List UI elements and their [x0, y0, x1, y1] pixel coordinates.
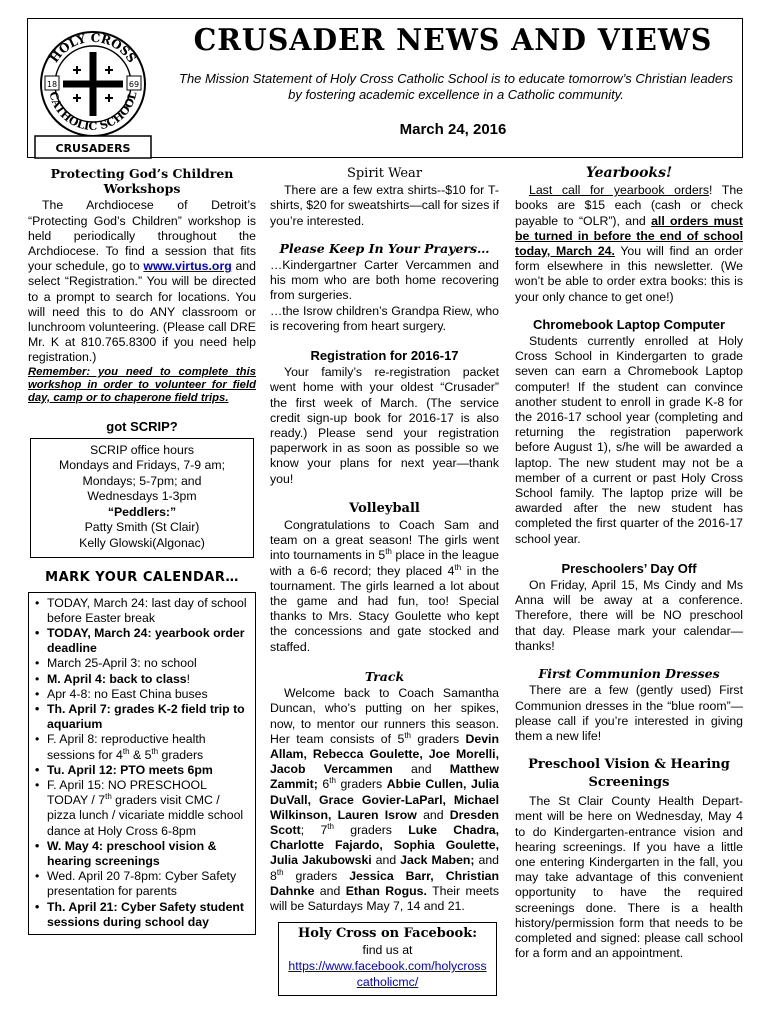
- newsletter-title: CRUSADER NEWS AND VIEWS: [193, 23, 713, 58]
- issue-date: March 24, 2016: [399, 121, 507, 138]
- calendar-item: • Apr 4-8: no East China buses: [35, 687, 249, 702]
- vision-heading: Preschool Vision & Hearing Screenings: [528, 757, 730, 791]
- svg-text:CATHOLIC SCHOOL: CATHOLIC SCHOOL: [46, 90, 140, 134]
- registration-heading: Registration for 2016-17: [310, 348, 459, 364]
- communion-body: There are a few (gently used) First Communion dresses in the “blue room”—please call if you’re interested in giving them a new life!: [515, 683, 743, 743]
- calendar-item: • Th. April 7: grades K-2 field trip to aquarium: [35, 702, 249, 732]
- communion-heading: First Communion Dresses: [538, 666, 720, 682]
- facebook-box: [278, 922, 497, 996]
- virtus-link[interactable]: www.virtus.org: [143, 259, 232, 274]
- school-crest-logo: [33, 24, 163, 164]
- facebook-link[interactable]: https://www.facebook.com/holycross catholicmc/: [288, 959, 487, 990]
- scrip-line: SCRIP office hours: [89, 442, 195, 457]
- scrip-line: Mondays; 5-7pm; and: [82, 473, 202, 488]
- calendar-item: • TODAY, March 24: yearbook order deadline: [35, 626, 249, 656]
- track-heading: Track: [364, 668, 405, 684]
- registration-body: Your family’s re-registration packet went home with your oldest “Crusader” the first week of March. (The service credit sign-up book for 2016-17 is also ready.) Please send your registration paperwork in as soon as possible so we know your plans for next year—thank you!: [270, 365, 499, 486]
- yearbooks-body: Last call for yearbook orders! The books are $15 each (cash or check payable to “OLR”), and all orders must be turned in before the end of school today, March 24. You will find an order form elsewhere in this newsletter. (We won’t be able to order extra books: this is your only chance to get one!): [515, 183, 743, 304]
- calendar-box: [28, 592, 256, 935]
- calendar-item: • Th. April 21: Cyber Safety student sessions during school day: [35, 900, 249, 930]
- mission-statement: The Mission Statement of Holy Cross Catholic School is to educate tomorrow’s Christian leaders by fostering academic excellence in a Catholic community.: [179, 71, 733, 102]
- calendar-item: • M. April 4: back to class!: [35, 672, 249, 687]
- svg-text:CRUSADERS: CRUSADERS: [55, 142, 131, 155]
- chromebook-heading: Chromebook Laptop Computer: [532, 316, 726, 332]
- calendar-item: • Tu. April 12: PTO meets 6pm: [35, 763, 249, 778]
- scrip-peddlers: “Peddlers:”: [107, 504, 177, 519]
- svg-text:18: 18: [46, 80, 58, 89]
- scrip-box: [30, 438, 254, 559]
- preschoolers-body: On Friday, April 15, Ms Cindy and Ms Anna will be away at a conference. Therefore, there will be NO preschool that day. Please mark your calendar—thanks!: [515, 578, 743, 653]
- calendar-item: • Wed. April 20 7-8pm: Cyber Safety presentation for parents: [35, 869, 249, 899]
- prayers-heading: Please Keep In Your Prayers…: [279, 240, 490, 256]
- masthead: [27, 18, 743, 158]
- calendar-item: • W. May 4: preschool vision & hearing screenings: [35, 839, 249, 869]
- calendar-list: [35, 596, 249, 930]
- calendar-item: • F. April 8: reproductive health sessions for 4th & 5th graders: [35, 732, 249, 762]
- prayers-item: …the Isrow children’s Grandpa Riew, who is recovering from heart surgery.: [270, 303, 499, 333]
- calendar-heading: MARK YOUR CALENDAR…: [45, 570, 239, 586]
- facebook-heading: Holy Cross on Facebook:: [297, 926, 478, 942]
- calendar-item: • TODAY, March 24: last day of school before Easter break: [35, 596, 249, 626]
- yearbooks-heading: Yearbooks!: [585, 165, 673, 181]
- preschoolers-heading: Preschoolers’ Day Off: [561, 560, 697, 576]
- chromebook-body: Students currently enrolled at Holy Cross School in Kindergarten to grade seven can earn a Chromebook Laptop computer! If the student can convince another student to enroll in grade K-8 for the 2016-17 school year (completing and returning the registration paperwork before August 1), s/he will be awarded a laptop. The new student may not be a member of a current or past Holy Cross School family. The laptop prize will be awarded after the new student has completed the first quarter of the 2016-17 school year.: [515, 334, 743, 546]
- scrip-line: Mondays and Fridays, 7-9 am;: [58, 458, 226, 473]
- vision-body: The St Clair County Health Depart-ment will be here on Wednesday, May 4 to do Kindergarten-entrance vision and hearing screenings. If you have a little one entering Kindergarten in the fall, you may take advantage of this convenient opportunity to have the required screenings done. There is a health history/permission form that needs to be completed and signed: please call school for a form and an appointment.: [515, 794, 743, 961]
- scrip-heading: got SCRIP?: [106, 418, 178, 434]
- calendar-item: • F. April 15: NO PRESCHOOL TODAY / 7th graders visit CMC / pizza lunch / vicariate middle school dance at Holy Cross 6-8pm: [35, 778, 249, 839]
- spirit-body: There are a few extra shirts--$10 for T-shirts, $20 for sweatshirts—call for sizes if you’re interested.: [270, 183, 499, 228]
- protecting-body: The Archdiocese of Detroit’s “Protecting God’s Children” workshop is held periodically throughout the Archdiocese. To find a session that fits your schedule, go to www.virtus.org and select “Registration.” You will be directed to a prompt to search for locations. You will need this to do ANY classroom or lunchroom volunteering. (Please call DRE Mr. K at 810.765.8300 if you need help registration.): [28, 198, 256, 365]
- column-left: [28, 166, 256, 935]
- volleyball-heading: Volleyball: [349, 500, 420, 516]
- column-middle: [270, 166, 499, 996]
- track-body: Welcome back to Coach Samantha Duncan, who’s putting on her spikes, now, to mentor our runners this season. Her team consists of 5th graders Devin Allam, Rebecca Goulette, Joe Morelli, Jacob Vercammen and Matthew Zammit; 6th graders Abbie Cullen, Julia DuVall, Grace Govier-LaParl, Michael Wilkinson, Lauren Isrow and Dresden Scott; 7th graders Luke Chadra, Charlotte Fajardo, Sophia Goulette, Julia Jakubowski and Jack Maben; and 8th graders Jessica Barr, Christian Dahnke and Ethan Rogus. Their meets will be Saturdays May 7, 14 and 21.: [270, 686, 499, 913]
- prayers-item: …Kindergartner Carter Vercammen and his mom who are both home recovering from surgeries.: [270, 258, 499, 303]
- column-right: [515, 166, 743, 961]
- protecting-heading: Protecting God’s Children Workshops: [50, 166, 234, 197]
- spirit-heading: Spirit Wear: [346, 166, 423, 181]
- volleyball-body: Congratulations to Coach Sam and team on a great season! The girls went into tournaments in 5th place in the league with a 6-6 record; they placed 4th in the tournament. The girls learned a lot about the game and had fun, too! Special thanks to Mrs. Stacy Goulette who kept the concessions and gate stocked and staffed.: [270, 518, 500, 654]
- scrip-person: Patty Smith (St Clair): [84, 520, 200, 535]
- facebook-sub: find us at: [362, 943, 413, 958]
- scrip-person: Kelly Glowski(Algonac): [79, 535, 205, 550]
- scrip-line: Wednesdays 1-3pm: [87, 489, 197, 504]
- crest-icon: [33, 24, 163, 164]
- calendar-item: • March 25-April 3: no school: [35, 656, 249, 671]
- svg-text:HOLY CROSS: HOLY CROSS: [47, 30, 139, 66]
- protecting-reminder: Remember: you need to complete this workshop in order to volunteer for field day, camp or to chaperone field trips.: [28, 365, 256, 404]
- svg-text:69: 69: [128, 80, 140, 89]
